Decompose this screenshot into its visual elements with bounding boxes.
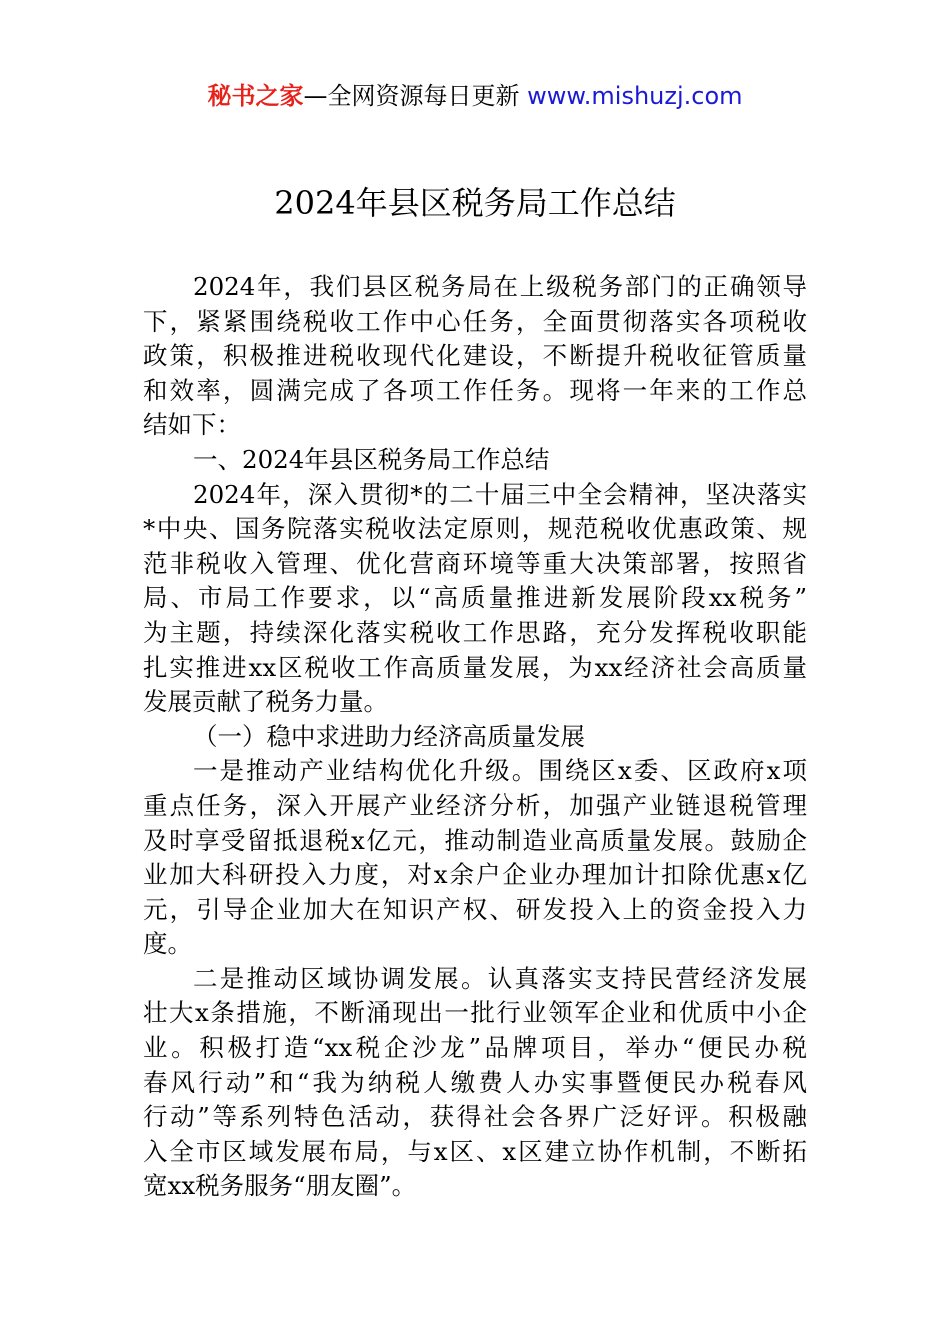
section-heading: 一、2024年县区税务局工作总结 [193, 444, 550, 474]
paragraph-line: 业。积极打造“xx税企沙龙”品牌项目，举办“便民办税 [143, 1033, 807, 1063]
subsection-heading: （一）稳中求进助力经济高质量发展 [193, 721, 585, 751]
paragraph-line: 宽xx税务服务“朋友圈”。 [143, 1171, 417, 1201]
paragraph-line: 元，引导企业加大在知识产权、研发投入上的资金投入力 [143, 894, 807, 924]
paragraph-line: 入全市区域发展布局，与x区、x区建立协作机制，不断拓 [143, 1136, 807, 1166]
paragraph-line: 范非税收入管理、优化营商环境等重大决策部署，按照省 [143, 548, 807, 578]
paragraph-line: 政策，积极推进税收现代化建设，不断提升税收征管质量 [143, 341, 807, 371]
paragraph-line: 重点任务，深入开展产业经济分析，加强产业链退税管理 [143, 790, 807, 820]
brand-name: 秘书之家 [207, 82, 304, 110]
paragraph-line: 下，紧紧围绕税收工作中心任务，全面贯彻落实各项税收 [143, 306, 807, 336]
site-header [0, 80, 950, 112]
paragraph-line: 行动”等系列特色活动，获得社会各界广泛好评。积极融 [143, 1102, 807, 1132]
paragraph-line: 二是推动区域协调发展。认真落实支持民营经济发展 [193, 963, 807, 993]
paragraph-line: 壮大x条措施，不断涌现出一批行业领军企业和优质中小企 [143, 998, 807, 1028]
paragraph-line: 和效率，圆满完成了各项工作任务。现将一年来的工作总 [143, 375, 807, 405]
paragraph-line: *中央、国务院落实税收法定原则，规范税收优惠政策、规 [143, 514, 807, 544]
paragraph-line: 度。 [143, 929, 192, 959]
paragraph-line: 及时享受留抵退税x亿元，推动制造业高质量发展。鼓励企 [143, 825, 807, 855]
document-body [143, 270, 807, 1204]
document-title: 2024年县区税务局工作总结 [274, 184, 676, 222]
paragraph-line: 2024年，我们县区税务局在上级税务部门的正确领导 [193, 272, 807, 301]
paragraph-line: 春风行动”和“我为纳税人缴费人办实事暨便民办税春风 [143, 1067, 807, 1097]
paragraph-line: 2024年，深入贯彻*的二十届三中全会精神，坚决落实 [193, 479, 807, 509]
paragraph-line: 业加大科研投入力度，对x余户企业办理加计扣除优惠x亿 [143, 860, 807, 890]
paragraph-line: 扎实推进xx区税收工作高质量发展，为xx经济社会高质量 [143, 652, 807, 682]
paragraph-line: 发展贡献了税务力量。 [143, 687, 388, 717]
paragraph-line: 为主题，持续深化落实税收工作思路，充分发挥税收职能 [143, 617, 807, 647]
paragraph-line: 一是推动产业结构优化升级。围绕区x委、区政府x项 [193, 756, 807, 786]
paragraph-line: 结如下： [143, 410, 241, 440]
header-tagline: —全网资源每日更新 [303, 82, 520, 110]
site-url[interactable]: www.mishuzj.com [527, 82, 743, 110]
paragraph-line: 局、市局工作要求，以“高质量推进新发展阶段xx税务” [143, 583, 807, 613]
